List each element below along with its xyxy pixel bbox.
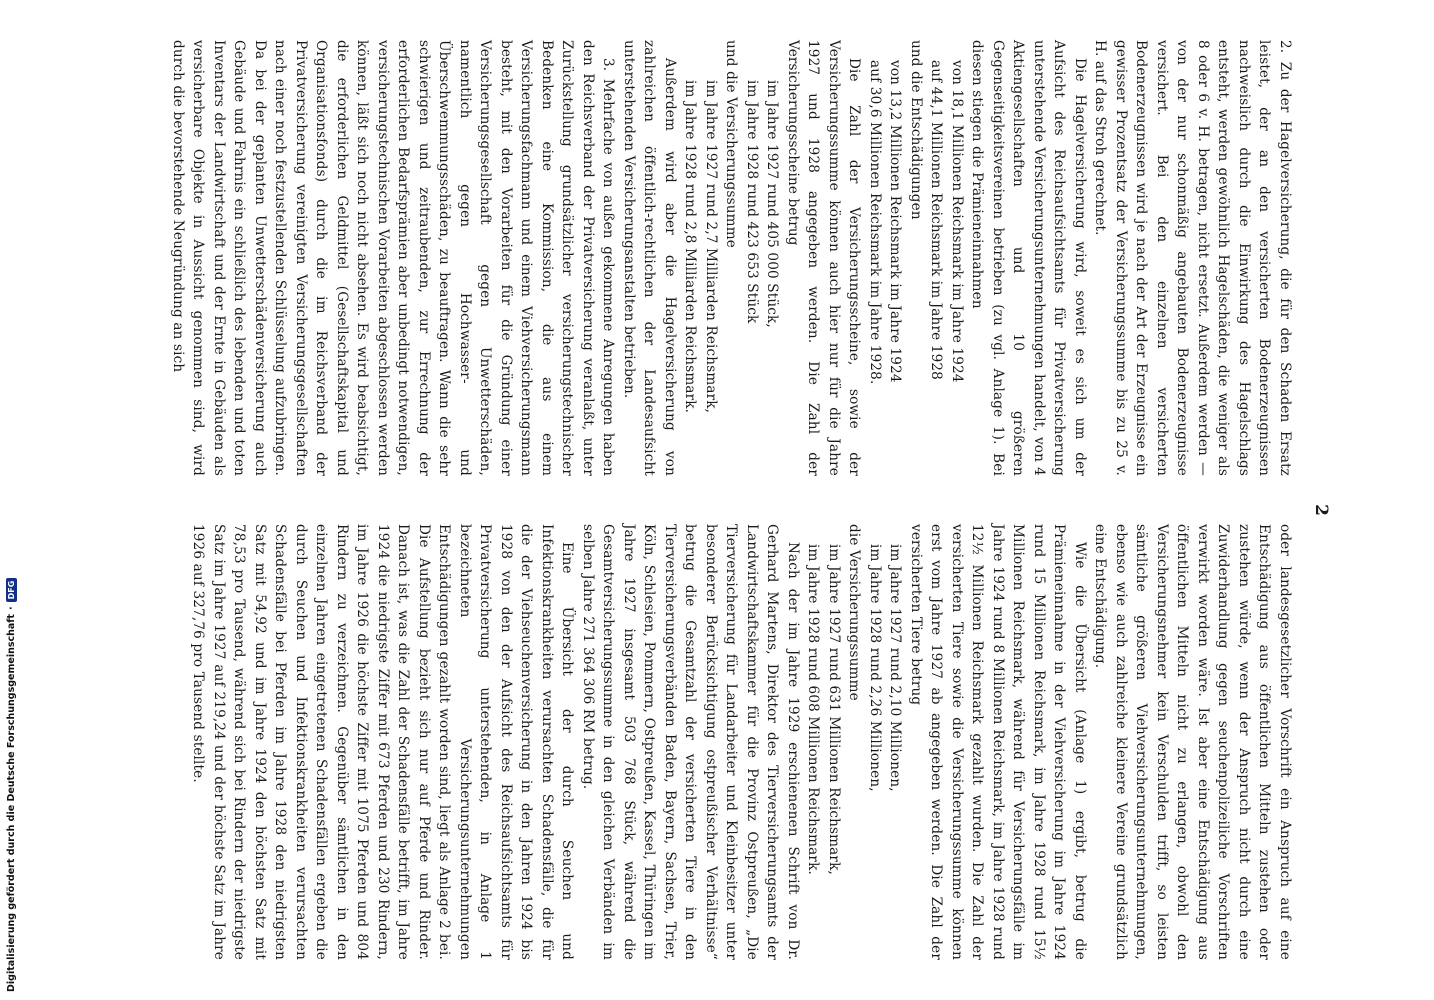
right-column [145,524,1295,960]
paragraph-compensation: oder landesgesetzlicher Vorschrift ein Anspruch auf eine Entschädigung aus öffentlichen Mitteln zustehen oder zustehen würde, wenn der Anspruch nicht durch eine Zuwiderhandlung gegen seuchenpolizeiliche Vorschriften verwirkt worden wäre. Ist aber eine Entschädigung aus öffentlichen Mitteln nicht zu erlangen, obwohl den Versicherungsnehmer kein Verschulden trifft, so leisten sämtliche größeren Viehversicherungsunternehmungen, ebenso wie auch zahlreiche kleinere Vereine grundsätzlich eine Entschädigung. [1092,524,1293,960]
figure-line: auf 30,6 Millionen Reichsmark im Jahre 1928. [867,60,883,385]
paragraph-premium-income: Wie die Übersicht (Anlage 1) ergibt, betrug die Prämieneinnahme in der Viehversicherung im Jahre 1924 rund 15 Millionen Reichsmark, im Jahre 1928 rund 15½ Millionen Reichsmark, während für Versicherungsfälle im Jahre 1924 rund 8 Millionen Reichsmark, im Jahre 1928 rund 12½ Millionen Reichsmark gezahlt wurden. Die Zahl der versicherten Tiere sowie die Versicherungssumme können erst vom Jahre 1927 ab angegeben werden. Die Zahl der versicherten Tiere betrug [908,524,1088,960]
figure-line: im Jahre 1927 rund 405 000 Stück, [764,80,781,328]
text-line: die Versicherungssumme [846,524,863,701]
figure-line: von 13,2 Millionen Reichsmark im Jahre 1924 [887,60,904,383]
paragraph-martens-study: Nach der im Jahre 1929 erschienenen Schrift von Dr. Gerhard Martens, Direktor des Tierversicherungsamts der Landwirtschaftskammer für die Provinz Ostpreußen, „Die Tierversicherung für Landarbeiter und Kleinbesitzer unter besonderer Berücksichtigung ostpreußischer Verhältnisse“ betrug die Gesamtzahl der versicherten Tiere in den Tierversicherungsverbänden Baden, Bayern, Sachsen, Trier, Köln, Schlesien, Pommern, Ostpreußen, Kassel, Thüringen im Jahre 1927 insgesamt 503 768 Stück, während die Gesamtversicherungssumme in den gleichen Verbänden im selben Jahre 271 364 306 RM betrug. [580,524,801,960]
figure-line: im Jahre 1928 rund 2,8 Milliarden Reichsmark. [682,80,699,414]
paragraph-public-insurers: Außerdem wird aber die Hagelversicherung von zahlreichen öffentlich-rechtlichen der Landesaufsicht unterstehenden Versicherungsanstalten betrieben. [621,40,678,476]
text-line: und die Versicherungssumme [723,40,740,248]
paragraph-policies: Die Zahl der Versicherungsscheine, sowie der Versicherungssumme können auch hier nur für die Jahre 1927 und 1928 angegeben werden. Die Zahl der Versicherungsscheine betrug [785,40,863,476]
page-number: 2 [1311,504,1331,516]
figure-line: im Jahre 1927 rund 2,7 Milliarden Reichsmark, [703,80,719,414]
dfg-logo-icon: DFG [6,578,17,603]
digitization-footer: Digitalisierung gefördert durch die Deutsche Forschungsgemeinschaft · DFG [6,392,17,992]
rotated-document-content [145,20,1335,980]
figure-line: im Jahre 1928 rund 423 653 Stück [744,80,760,324]
paragraph-epidemic-claims: Eine Übersicht der durch Seuchen und Infektionskrankheiten verursachten Schadensfälle, die für die der Viehseuchenversicherung in den Jahren 1924 bis 1928 von den der Aufsicht des Reichsaufsichtsamts für Privatversicherung unterstehenden, in Anlage 1 bezeichneten Versicherungsunternehmungen Entschädigungen gezahlt worden sind, liegt als Anlage 2 bei. Die Aufstellung bezieht sich nur auf Pferde und Rinder. Danach ist, was die Zahl der Schadensfälle betrifft, im Jahre 1924 die niedrigste Ziffer mit 673 Pferden und 230 Rindern, im Jahre 1926 die höchste Ziffer mit 1075 Pferden und 804 Rindern zu verzeichnen. Gegenüber sämtlichen in den einzelnen Jahren eingetretenen Schadensfällen ergeben die durch Seuchen und Infektionskrankheiten verursachten Schadensfälle bei Pferden im Jahre 1928 den niedrigsten Satz mit 54,92 und im Jahre 1924 den höchsten Satz mit 78,53 pro Tausend, während sich bei Rindern der niedrigste Satz im Jahre 1927 auf 219,24 und der höchste Satz im Jahre 1926 auf 327,76 pro Tausend stellte. [190,524,576,960]
figure-line: auf 44,1 Millionen Reichsmark im Jahre 1928 [928,60,945,380]
left-column [145,40,1295,476]
figure-line: von 18,1 Millionen Reichsmark im Jahre 1924 [949,60,965,383]
figure-line: im Jahre 1928 rund 608 Millionen Reichsmark. [805,544,822,875]
text-line: und die Entschädigungen [908,40,924,220]
figure-line: im Jahre 1927 rund 631 Millionen Reichsmark, [826,544,842,875]
figure-line: im Jahre 1928 rund 2,26 Millionen, [867,544,883,792]
figure-line: im Jahre 1927 rund 2,10 Millionen, [887,544,904,792]
footer-text: Digitalisierung gefördert durch die Deutsche Forschungsgemeinschaft [6,614,17,992]
paragraph-hail-companies: Die Hagelversicherung wird, soweit es sich um der Aufsicht des Reichsaufsichtsamts für Privatversicherung unterstehende Versicherungsunternehmungen handelt, von 4 Aktiengesellschaften und 10 größeren Gegenseitigkeitsvereinen betrieben (zu vgl. Anlage 1). Bei diesen stiegen die Prämieneinnahmen [969,40,1088,476]
paragraph-hail-insurance: 2. Zu der Hagelversicherung, die für den Schaden Ersatz leistet, der an den versicherten Bodenerzeugnissen nachweislich durch die Einwirkung des Hagelschlags entsteht, werden gewöhnlich Hagelschäden, die weniger als 8 oder 6 v. H. betragen, nicht ersetzt. Außerdem werden — von der nur schonmäßig angebauten Bodenerzeugnisse versichert. Bei den einzelnen versicherten Bodenerzeugnissen wird je nach der Art der Erzeugnisse ein gewisser Prozentsatz der Versicherungssumme bis zu 25 v. H. auf das Stroh gerechnet. [1092,40,1293,476]
paragraph-storm-insurance: 3. Mehrfache von außen gekommene Anregungen haben den Reichsverband der Privatversicherung veranlaßt, unter Zurückstellung grundsätzlicher versicherungstechnischer Bedenken eine Kommission, die aus einem Versicherungsfachmann und einem Viehversicherungsmann besteht, mit den Vorarbeiten für die Gründung einer Versicherungsgesellschaft gegen Unwetterschäden, namentlich gegen Hochwasser- und Überschwemmungsschäden, zu beauftragen. Wann die sehr schwierigen und zeitraubenden, zur Errechnung der erforderlichen Bedarfsprämien aber unbedingt notwendigen, versicherungstechnischen Vorarbeiten abgeschlossen werden können, läßt sich noch nicht absehen. Es wird beabsichtigt, die erforderlichen Geldmittel (Gesellschaftskapital und Organisationsfonds) durch die im Reichsverband der Privatversicherung vereinigten Versicherungsgesellschaften nach einer noch festzustellenden Schlüsselung aufzubringen. Da bei der geplanten Unwetterschädenversicherung auch Gebäude und Fahrnis ein schließlich des lebenden und toten Inventars der Landwirtschaft und der Ernte in Gebäuden als versicherbare Objekte in Aussicht genommen sind, wird durch die bevorstehende Neugründung an sich [170,40,617,476]
